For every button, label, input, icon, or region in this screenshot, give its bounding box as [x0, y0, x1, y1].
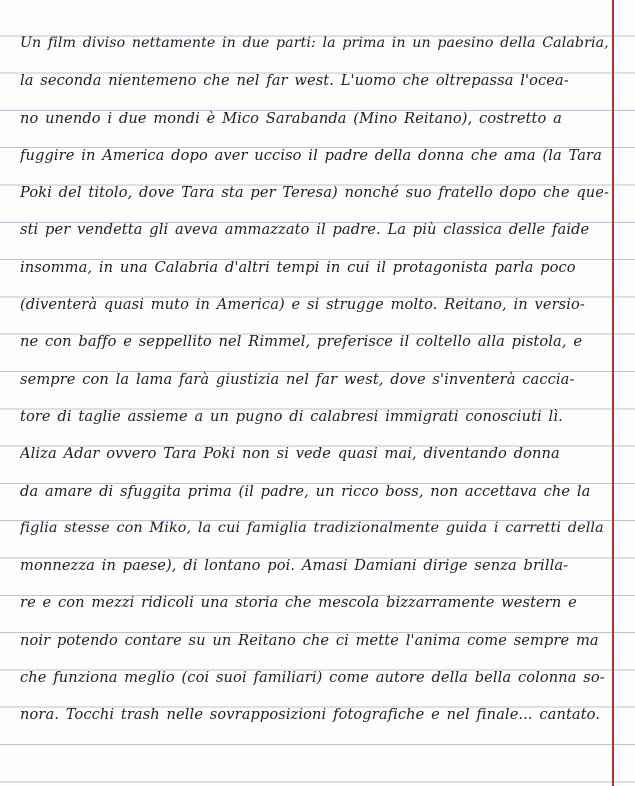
text-line: sempre con la lama farà giustizia nel far west, dove s'inventerà caccia- — [20, 370, 575, 388]
text-line: re e con mezzi ridicoli una storia che mescola bizzarramente western e — [20, 594, 577, 612]
text-line: figlia stesse con Miko, la cui famiglia tradizionalmente guida i carretti della — [20, 519, 604, 536]
margin-line — [612, 0, 614, 786]
text-line: Un film diviso nettamente in due parti: la prima in un paesino della Calabria, — [20, 35, 609, 51]
text-line: sti per vendetta gli aveva ammazzato il padre. La più classica delle faide — [20, 221, 590, 239]
text-line: Poki del titolo, dove Tara sta per Teresa) nonché suo fratello dopo che que- — [20, 184, 610, 202]
text-line: noir potendo contare su un Reitano che ci mette l'anima come sempre ma — [20, 631, 599, 649]
handwritten-text — [20, 25, 610, 734]
text-line: (diventerà quasi muto in America) e si strugge molto. Reitano, in versio- — [20, 296, 585, 314]
text-line: ne con baffo e seppellito nel Rimmel, preferisce il coltello alla pistola, e — [20, 333, 583, 351]
text-line: monnezza in paese), di lontano poi. Amasi Damiani dirige senza brilla- — [20, 557, 569, 575]
text-line: Aliza Adar ovvero Tara Poki non si vede quasi mai, diventando donna — [20, 445, 560, 463]
text-line: da amare di sfuggita prima (il padre, un ricco boss, non accettava che la — [20, 482, 591, 500]
text-line: nora. Tocchi trash nelle sovrapposizioni fotografiche e nel finale... cantato. — [20, 706, 601, 724]
text-line: che funziona meglio (coi suoi familiari) come autore della bella colonna so- — [20, 669, 605, 687]
text-line: la seconda nientemeno che nel far west. L'uomo che oltrepassa l'ocea- — [20, 72, 569, 90]
text-line: insomma, in una Calabria d'altri tempi in cui il protagonista parla poco — [20, 258, 576, 276]
text-line: no unendo i due mondi è Mico Sarabanda (Mino Reitano), costretto a — [20, 109, 562, 127]
text-line: fuggire in America dopo aver ucciso il padre della donna che ama (la Tara — [20, 146, 602, 164]
text-line: tore di taglie assieme a un pugno di calabresi immigrati conosciuti lì. — [20, 407, 563, 425]
